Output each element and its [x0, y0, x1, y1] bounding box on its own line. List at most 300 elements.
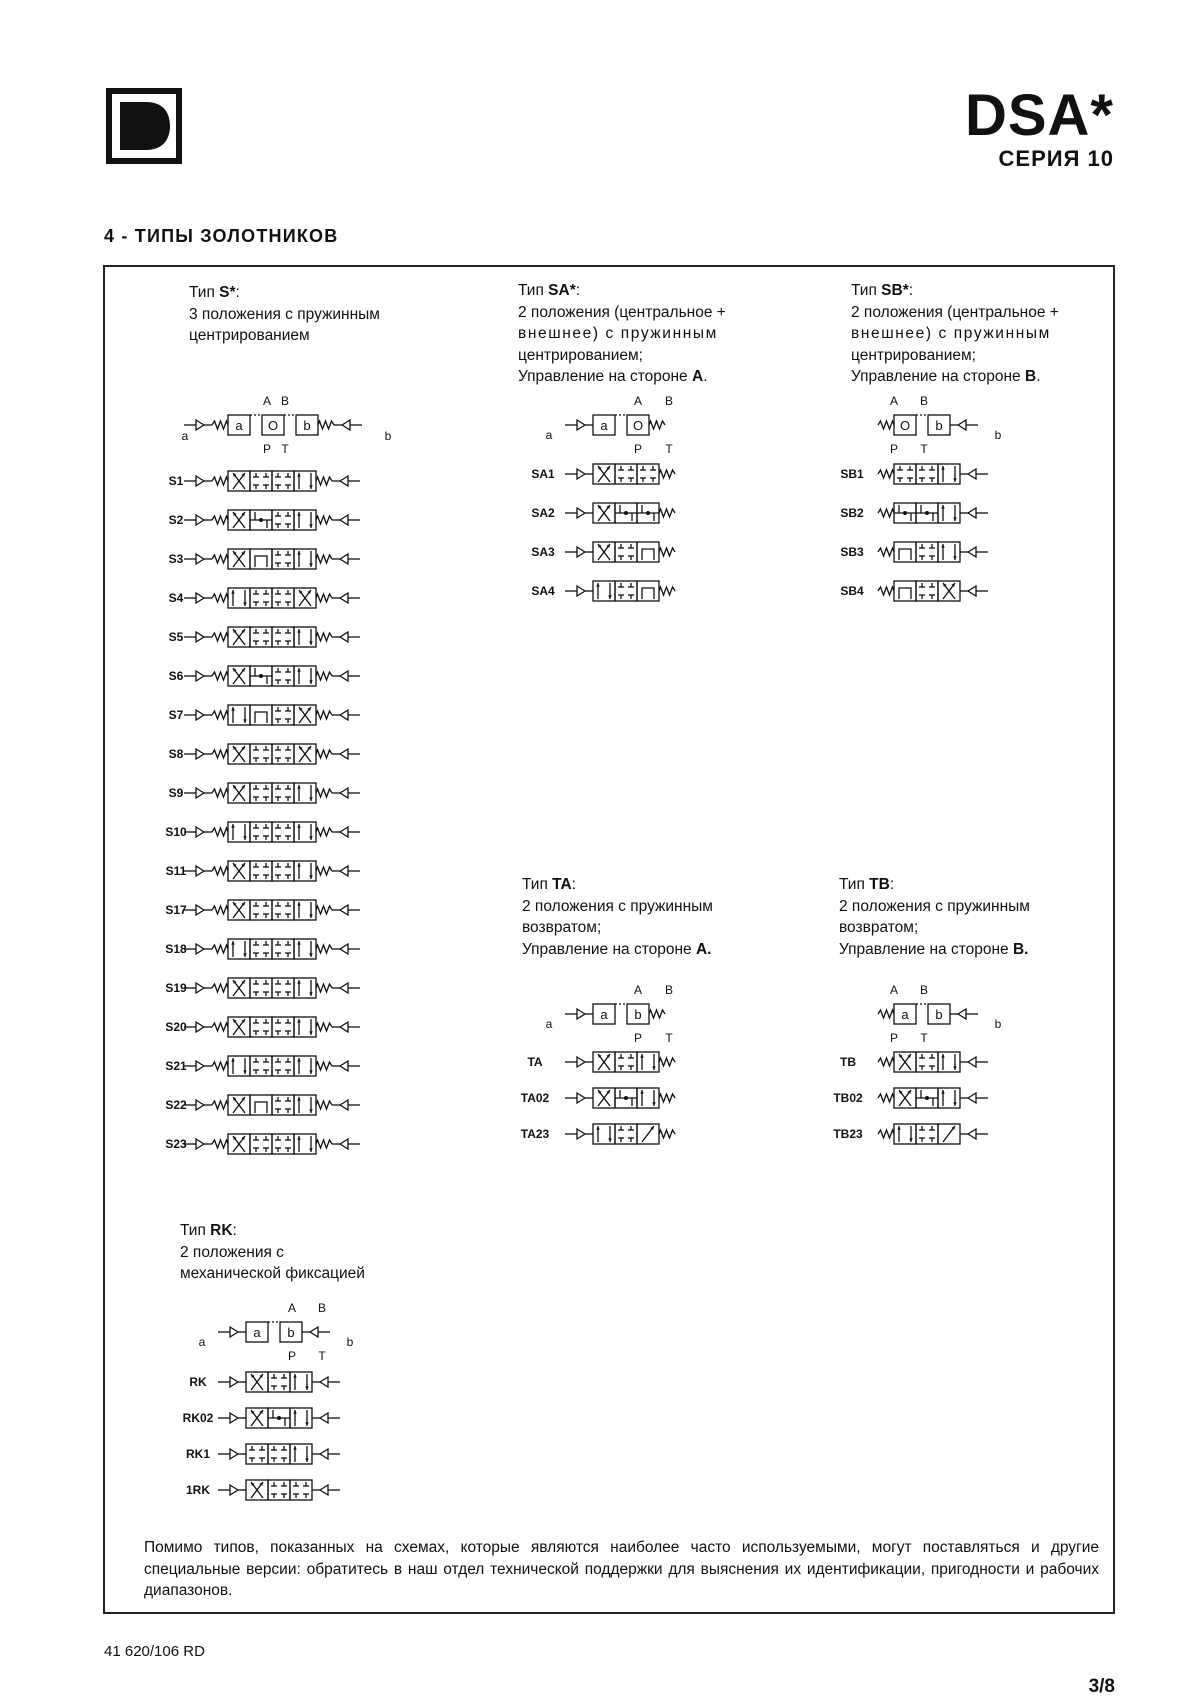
spring-icon — [878, 470, 894, 478]
solenoid-icon — [196, 420, 204, 430]
spring-icon — [212, 1023, 228, 1031]
page-number: 3/8 — [1088, 1676, 1115, 1697]
solenoid-icon — [340, 671, 348, 681]
spool-position-box — [272, 627, 294, 647]
solenoid-icon — [196, 710, 204, 720]
spring-icon — [318, 421, 334, 429]
solenoid-icon — [196, 554, 204, 564]
spool-code-label: S4 — [168, 591, 184, 605]
spool-position-box — [272, 939, 294, 959]
solenoid-icon — [340, 944, 348, 954]
spring-icon — [316, 633, 332, 641]
solenoid-icon — [968, 1129, 976, 1139]
port-label-a: A — [262, 394, 272, 408]
spool-position-box — [250, 978, 272, 998]
spool-position-box — [615, 542, 637, 562]
port-label-b: B — [664, 983, 674, 997]
spool-position-box — [294, 978, 316, 998]
spool-code-label: TB23 — [833, 1127, 863, 1141]
solenoid-icon — [340, 749, 348, 759]
solenoid-icon — [310, 1327, 318, 1337]
spool-position-box — [272, 1017, 294, 1037]
spool-position-box — [615, 581, 637, 601]
spool-position-box — [228, 939, 250, 959]
solenoid-icon — [342, 420, 350, 430]
spool-position-box — [294, 1095, 316, 1115]
position-label: b — [303, 418, 311, 433]
position-label: b — [287, 1325, 295, 1340]
spring-icon — [316, 1101, 332, 1109]
spool-code-label: S7 — [168, 708, 184, 722]
spool-code-label: TA02 — [520, 1091, 550, 1105]
desc-type-tb: Тип TB: 2 положения с пружинным возвратом; Управление на стороне B. — [839, 876, 1030, 958]
solenoid-icon — [320, 1413, 328, 1423]
spring-icon — [316, 594, 332, 602]
solenoid-icon — [230, 1327, 238, 1337]
spool-position-box — [290, 1480, 312, 1500]
actuator-label-a: a — [545, 1017, 553, 1031]
port-label-b: B — [317, 1301, 327, 1315]
spring-icon — [212, 906, 228, 914]
spool-code-label: S8 — [168, 747, 184, 761]
spool-position-box — [228, 588, 250, 608]
solenoid-icon — [230, 1413, 238, 1423]
spool-code-label: S10 — [165, 825, 187, 839]
desc-type-sb: Тип SB*: 2 положения (центральное + внешнее) с пружинным центрированием; Управление на стороне B. — [851, 282, 1059, 385]
solenoid-icon — [196, 1100, 204, 1110]
section-title: 4 - ТИПЫ ЗОЛОТНИКОВ — [104, 226, 339, 246]
spring-icon — [649, 421, 665, 429]
solenoid-icon — [340, 983, 348, 993]
spool-position-box — [615, 1052, 637, 1072]
diagram-group-s — [181, 415, 362, 1154]
solenoid-icon — [958, 1009, 966, 1019]
solenoid-icon — [196, 749, 204, 759]
solenoid-icon — [968, 1057, 976, 1067]
spool-code-label: S2 — [168, 513, 184, 527]
spool-position-box — [294, 471, 316, 491]
spool-code-label: SB3 — [840, 545, 864, 559]
spool-code-label: RK1 — [185, 1447, 211, 1461]
spring-icon — [878, 509, 894, 517]
solenoid-icon — [196, 905, 204, 915]
spool-position-box — [593, 581, 615, 601]
spool-position-box — [290, 1408, 312, 1428]
spring-icon — [316, 555, 332, 563]
model-name: DSA* — [964, 83, 1114, 148]
solenoid-icon — [577, 420, 585, 430]
desc-type-sa: Тип SA*: 2 положения (центральное + внешнее) с пружинным центрированием; Управление на стороне A. — [518, 282, 726, 385]
spool-position-box — [272, 861, 294, 881]
actuator-label-b: b — [384, 429, 392, 443]
solenoid-icon — [320, 1377, 328, 1387]
spool-position-box — [250, 900, 272, 920]
spring-icon — [878, 1094, 894, 1102]
spool-code-label: RK — [189, 1375, 207, 1389]
spool-position-box — [272, 783, 294, 803]
port-label-b: B — [280, 394, 290, 408]
spool-code-label: S22 — [165, 1098, 187, 1112]
spring-icon — [878, 1010, 894, 1018]
spool-code-label: S17 — [165, 903, 187, 917]
spool-position-box — [938, 1088, 960, 1108]
solenoid-icon — [958, 420, 966, 430]
spring-icon — [212, 1101, 228, 1109]
port-label-b: B — [919, 983, 929, 997]
spool-position-box — [894, 464, 916, 484]
spool-position-box — [916, 464, 938, 484]
solenoid-icon — [196, 632, 204, 642]
spool-position-box — [250, 588, 272, 608]
solenoid-icon — [577, 469, 585, 479]
spool-code-label: TB02 — [833, 1091, 863, 1105]
spool-code-label: RK02 — [182, 1411, 214, 1425]
spring-icon — [212, 711, 228, 719]
solenoid-icon — [340, 554, 348, 564]
spring-icon — [878, 587, 894, 595]
spool-code-label: S23 — [165, 1137, 187, 1151]
port-label-a: A — [889, 394, 899, 408]
spool-position-box — [290, 1444, 312, 1464]
spool-position-box — [272, 978, 294, 998]
footnote: Помимо типов, показанных на схемах, которые являются наиболее часто используемыми, могут поставляться и другие специальные версии: обратитесь в наш отдел технической поддержки для выяснения их идентификации, пригодности и рабочих диапазонов. — [144, 1539, 1099, 1599]
document-number: 41 620/106 RD — [104, 1643, 205, 1660]
spool-position-box — [294, 627, 316, 647]
port-label-a: A — [633, 983, 643, 997]
port-label-t: T — [920, 1031, 928, 1045]
spool-position-box — [228, 822, 250, 842]
port-label-b: B — [664, 394, 674, 408]
solenoid-icon — [577, 1093, 585, 1103]
solenoid-icon — [340, 788, 348, 798]
spring-icon — [659, 1094, 675, 1102]
solenoid-icon — [968, 508, 976, 518]
spool-position-box — [250, 705, 272, 725]
spring-icon — [659, 587, 675, 595]
spool-code-label: S19 — [165, 981, 187, 995]
solenoid-icon — [196, 788, 204, 798]
spool-code-label: S18 — [165, 942, 187, 956]
spring-icon — [878, 421, 894, 429]
port-label-p: P — [633, 1031, 643, 1045]
spring-icon — [212, 828, 228, 836]
spool-position-box — [250, 861, 272, 881]
solenoid-icon — [196, 1022, 204, 1032]
spool-position-box — [294, 939, 316, 959]
port-label-p: P — [287, 1349, 297, 1363]
spool-code-label: S9 — [168, 786, 184, 800]
spool-position-box — [250, 549, 272, 569]
diagram-group-sa — [565, 415, 675, 601]
position-label: a — [901, 1007, 909, 1022]
spool-code-label: SA3 — [531, 545, 555, 559]
spool-code-label: S11 — [165, 864, 187, 878]
solenoid-icon — [577, 1129, 585, 1139]
spool-code-label: TA — [527, 1055, 543, 1069]
position-label: a — [235, 418, 243, 433]
spring-icon — [316, 789, 332, 797]
spool-position-box — [894, 581, 916, 601]
spring-icon — [212, 672, 228, 680]
spool-position-box — [294, 1134, 316, 1154]
spool-code-label: SA4 — [531, 584, 555, 598]
spool-position-box — [916, 542, 938, 562]
spring-icon — [212, 1140, 228, 1148]
solenoid-icon — [196, 1061, 204, 1071]
spring-icon — [212, 984, 228, 992]
solenoid-icon — [340, 710, 348, 720]
port-label-b: B — [919, 394, 929, 408]
spring-icon — [659, 1058, 675, 1066]
spring-icon — [316, 1023, 332, 1031]
spool-position-box — [916, 1124, 938, 1144]
spring-icon — [212, 750, 228, 758]
port-label-a: A — [889, 983, 899, 997]
position-label: b — [634, 1007, 642, 1022]
spool-position-box — [615, 1124, 637, 1144]
spool-position-box — [272, 900, 294, 920]
solenoid-icon — [196, 1139, 204, 1149]
spring-icon — [212, 945, 228, 953]
spool-position-box — [272, 549, 294, 569]
spool-position-box — [250, 1017, 272, 1037]
spool-position-box — [938, 542, 960, 562]
solenoid-icon — [340, 593, 348, 603]
solenoid-icon — [968, 586, 976, 596]
spool-position-box — [272, 744, 294, 764]
solenoid-icon — [340, 1022, 348, 1032]
solenoid-icon — [340, 515, 348, 525]
port-label-p: P — [633, 442, 643, 456]
solenoid-icon — [577, 586, 585, 596]
spring-icon — [316, 945, 332, 953]
solenoid-icon — [340, 476, 348, 486]
solenoid-icon — [196, 983, 204, 993]
spool-position-box — [637, 542, 659, 562]
spool-position-box — [272, 705, 294, 725]
solenoid-icon — [230, 1377, 238, 1387]
spring-icon — [212, 421, 228, 429]
spool-position-box — [268, 1372, 290, 1392]
spool-position-box — [938, 503, 960, 523]
port-label-p: P — [889, 1031, 899, 1045]
spool-position-box — [938, 1052, 960, 1072]
solenoid-icon — [196, 476, 204, 486]
spring-icon — [659, 548, 675, 556]
spool-position-box — [894, 542, 916, 562]
spool-position-box — [294, 861, 316, 881]
position-label: a — [600, 1007, 608, 1022]
solenoid-icon — [196, 671, 204, 681]
spool-position-box — [938, 464, 960, 484]
spool-position-box — [916, 581, 938, 601]
spool-position-box — [294, 510, 316, 530]
port-label-a: A — [287, 1301, 297, 1315]
spool-code-label: S3 — [168, 552, 184, 566]
desc-type-rk: Тип RK: 2 положения с механической фиксацией — [180, 1222, 365, 1282]
actuator-label-b: b — [994, 428, 1002, 442]
spring-icon — [212, 867, 228, 875]
port-label-p: P — [262, 442, 272, 456]
solenoid-icon — [340, 1139, 348, 1149]
spring-icon — [316, 711, 332, 719]
spool-position-box — [268, 1444, 290, 1464]
solenoid-icon — [577, 508, 585, 518]
spool-code-label: S5 — [168, 630, 184, 644]
spool-position-box — [246, 1444, 268, 1464]
spool-code-label: S6 — [168, 669, 184, 683]
spool-position-box — [916, 1052, 938, 1072]
spool-code-label: SA1 — [531, 467, 555, 481]
spool-position-box — [250, 939, 272, 959]
spool-position-box — [250, 1095, 272, 1115]
spring-icon — [212, 516, 228, 524]
solenoid-icon — [577, 1057, 585, 1067]
series-number: СЕРИЯ 10 — [998, 146, 1114, 171]
spring-icon — [316, 516, 332, 524]
spring-icon — [212, 1062, 228, 1070]
spool-code-label: S21 — [165, 1059, 187, 1073]
solenoid-icon — [196, 593, 204, 603]
spring-icon — [316, 906, 332, 914]
port-label-t: T — [281, 442, 289, 456]
solenoid-icon — [340, 1100, 348, 1110]
solenoid-icon — [577, 547, 585, 557]
spool-position-box — [290, 1372, 312, 1392]
spool-position-box — [272, 471, 294, 491]
spool-position-box — [228, 705, 250, 725]
desc-type-s: Тип S*: 3 положения с пружинным центрированием — [189, 284, 380, 344]
spool-position-box — [250, 627, 272, 647]
port-label-p: P — [889, 442, 899, 456]
spool-position-box — [637, 464, 659, 484]
position-label: b — [935, 1007, 943, 1022]
actuator-label-b: b — [994, 1017, 1002, 1031]
spring-icon — [316, 477, 332, 485]
spring-icon — [316, 672, 332, 680]
spool-position-box — [250, 744, 272, 764]
spool-position-box — [637, 1088, 659, 1108]
spool-code-label: SB2 — [840, 506, 864, 520]
position-label: a — [600, 418, 608, 433]
spool-position-box — [272, 1134, 294, 1154]
spring-icon — [212, 477, 228, 485]
solenoid-icon — [968, 547, 976, 557]
diagram-group-ta — [565, 1004, 675, 1144]
spring-icon — [316, 1062, 332, 1070]
solenoid-icon — [340, 1061, 348, 1071]
position-label: O — [899, 418, 911, 433]
solenoid-icon — [340, 905, 348, 915]
spool-position-box — [294, 549, 316, 569]
diagram-group-tb — [878, 1004, 988, 1144]
spool-position-box — [272, 822, 294, 842]
spring-icon — [212, 633, 228, 641]
spring-icon — [316, 828, 332, 836]
spool-position-box — [294, 822, 316, 842]
spring-icon — [878, 548, 894, 556]
spring-icon — [212, 594, 228, 602]
spool-code-label: S20 — [165, 1020, 187, 1034]
port-label-t: T — [665, 1031, 673, 1045]
solenoid-icon — [968, 1093, 976, 1103]
spring-icon — [878, 1130, 894, 1138]
position-label: O — [632, 418, 644, 433]
spool-position-box — [228, 1056, 250, 1076]
spring-icon — [878, 1058, 894, 1066]
spring-icon — [316, 750, 332, 758]
spool-position-box — [294, 1017, 316, 1037]
solenoid-icon — [320, 1485, 328, 1495]
solenoid-icon — [577, 1009, 585, 1019]
solenoid-icon — [320, 1449, 328, 1459]
actuator-label-a: a — [198, 1335, 206, 1349]
spool-position-box — [250, 471, 272, 491]
solenoid-icon — [968, 469, 976, 479]
spool-position-box — [593, 1124, 615, 1144]
spool-position-box — [272, 1056, 294, 1076]
spool-position-box — [637, 1052, 659, 1072]
spring-icon — [659, 1130, 675, 1138]
actuator-label-a: a — [181, 429, 189, 443]
position-label: b — [935, 418, 943, 433]
actuator-label-a: a — [545, 428, 553, 442]
spool-code-label: TB — [840, 1055, 856, 1069]
spool-position-box — [250, 1056, 272, 1076]
solenoid-icon — [196, 944, 204, 954]
spool-position-box — [637, 581, 659, 601]
spool-code-label: SA2 — [531, 506, 555, 520]
spool-position-box — [294, 783, 316, 803]
spool-position-box — [894, 1124, 916, 1144]
spool-position-box — [268, 1480, 290, 1500]
solenoid-icon — [340, 827, 348, 837]
spool-position-box — [272, 666, 294, 686]
spool-position-box — [250, 1134, 272, 1154]
position-label: O — [267, 418, 279, 433]
spring-icon — [659, 470, 675, 478]
spring-icon — [316, 1140, 332, 1148]
solenoid-icon — [230, 1449, 238, 1459]
spool-position-box — [272, 1095, 294, 1115]
spool-code-label: S1 — [168, 474, 184, 488]
solenoid-icon — [196, 515, 204, 525]
spool-position-box — [294, 900, 316, 920]
position-label: a — [253, 1325, 261, 1340]
port-label-a: A — [633, 394, 643, 408]
port-label-t: T — [665, 442, 673, 456]
solenoid-icon — [196, 866, 204, 876]
spool-code-label: SB1 — [840, 467, 864, 481]
spool-position-box — [294, 1056, 316, 1076]
spool-position-box — [250, 783, 272, 803]
spool-position-box — [272, 510, 294, 530]
spool-code-label: SB4 — [840, 584, 864, 598]
port-label-t: T — [920, 442, 928, 456]
spring-icon — [316, 867, 332, 875]
spring-icon — [212, 555, 228, 563]
spool-code-label: TA23 — [520, 1127, 550, 1141]
actuator-label-b: b — [346, 1335, 354, 1349]
solenoid-icon — [196, 827, 204, 837]
spring-icon — [212, 789, 228, 797]
port-label-t: T — [318, 1349, 326, 1363]
solenoid-icon — [340, 632, 348, 642]
spring-icon — [659, 509, 675, 517]
spool-position-box — [250, 822, 272, 842]
spool-position-box — [272, 588, 294, 608]
desc-type-ta: Тип TA: 2 положения с пружинным возвратом; Управление на стороне A. — [522, 876, 713, 958]
